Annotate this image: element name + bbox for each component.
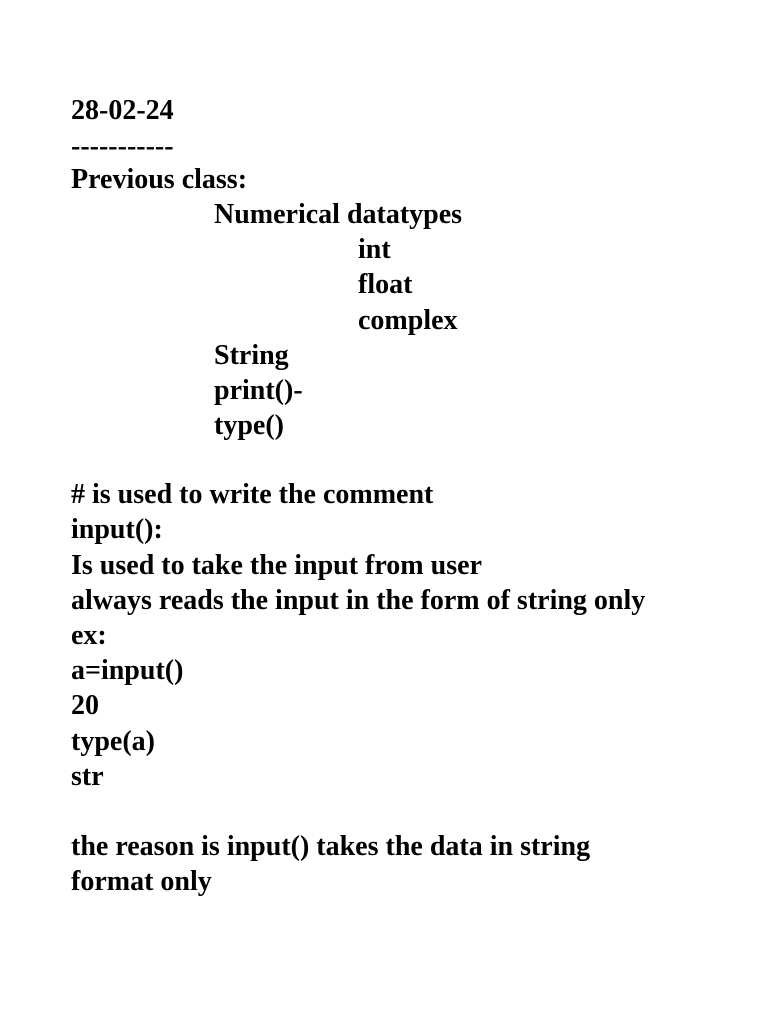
type-function: type() — [214, 410, 284, 441]
print-function: print()- — [214, 375, 303, 406]
reason-line-2: format only — [71, 866, 212, 897]
reason-line-1: the reason is input() takes the data in string — [71, 831, 591, 862]
date: 28-02-24 — [71, 95, 174, 126]
numeric-type-complex: complex — [358, 305, 458, 336]
numeric-type-float: float — [358, 269, 413, 300]
string-type: String — [214, 340, 289, 371]
example-line: type(a) — [71, 726, 155, 757]
previous-class-heading: Previous class: — [71, 164, 248, 195]
separator: ----------- — [71, 131, 174, 162]
input-heading: input(): — [71, 514, 163, 545]
example-line: a=input() — [71, 655, 184, 686]
example-line: 20 — [71, 690, 99, 721]
comment-note: # is used to write the comment — [71, 479, 434, 510]
input-description-2: always reads the input in the form of string only — [71, 585, 646, 616]
numeric-type-int: int — [358, 234, 391, 265]
example-line: str — [71, 761, 104, 792]
example-label: ex: — [71, 620, 107, 651]
input-description-1: Is used to take the input from user — [71, 550, 482, 581]
numerical-datatypes: Numerical datatypes — [214, 199, 463, 230]
